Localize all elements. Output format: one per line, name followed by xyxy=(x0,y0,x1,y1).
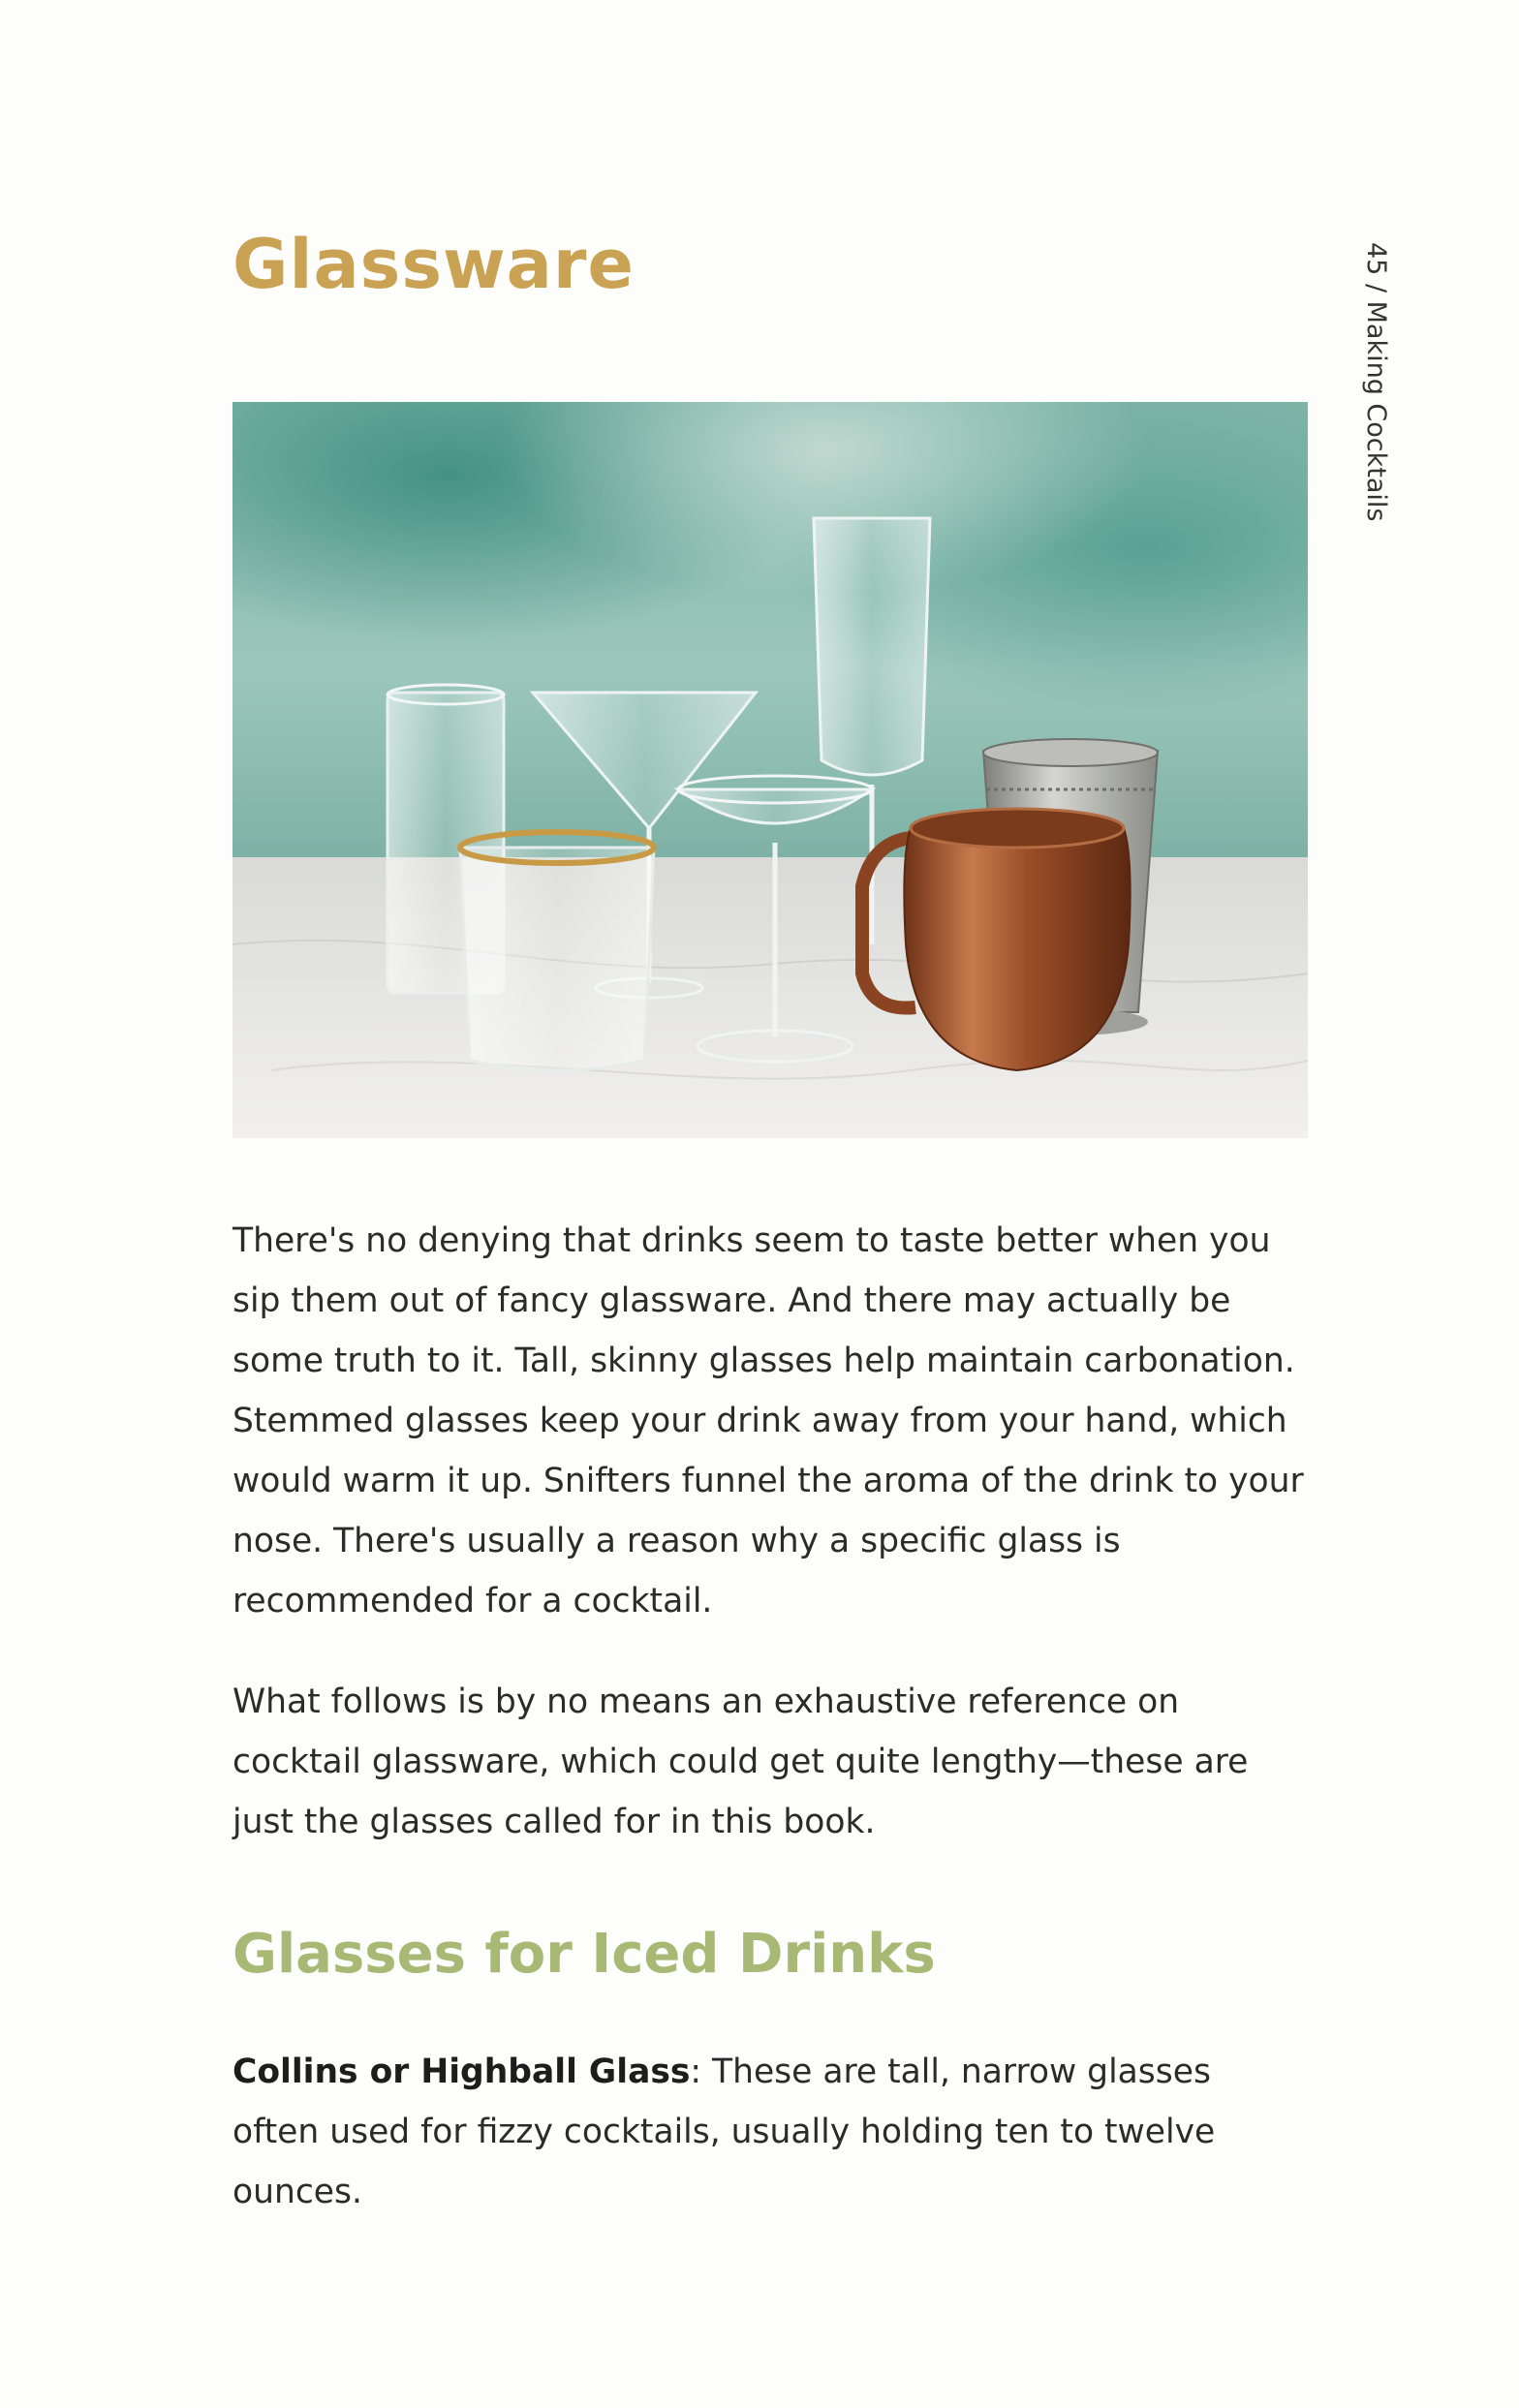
intro-paragraph-1: There's no denying that drinks seem to taste better when you sip them out of fancy glassware. And there may actually be some truth to it. Tall, skinny glasses help maintain carbonation. Stemmed glasses keep your drink away from your hand, which would warm it up. Snifters funnel the aroma of the drink to your nose. There's usually a reason why a specific glass is recommended for a cocktail. xyxy=(232,1221,1304,1621)
page-title: Glassware xyxy=(232,225,635,304)
glassware-photo xyxy=(232,402,1308,1138)
glass-entry-term: Collins or Highball Glass xyxy=(232,2053,691,2091)
glass-entry-separator: : xyxy=(690,2053,702,2091)
glass-entry-description: These are tall, narrow glasses often used for fizzy cocktails, usually holding ten to twelve ounces. xyxy=(232,2053,1216,2211)
glass-entry-collins xyxy=(232,2042,1308,2222)
running-head: 45 / Making Cocktails xyxy=(1361,242,1391,522)
section-heading: Glasses for Iced Drinks xyxy=(232,1923,936,1986)
intro-paragraph-2: What follows is by no means an exhaustive reference on cocktail glassware, which could get quite lengthy—these are just the glasses called for in this book. xyxy=(232,1683,1249,1841)
